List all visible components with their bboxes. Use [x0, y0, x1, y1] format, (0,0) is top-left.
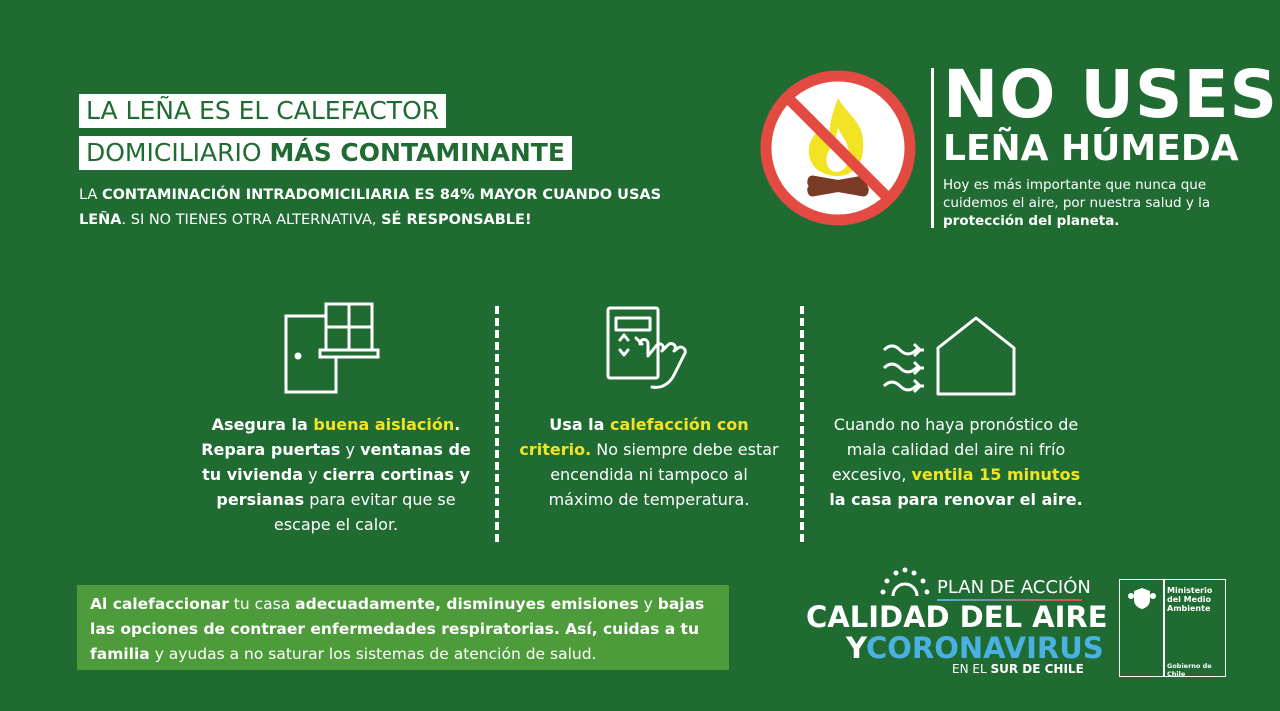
- text-segment: para evitar que se escape el calor.: [273, 490, 456, 534]
- text-segment: calefacción con criterio.: [519, 415, 749, 459]
- bottom-banner: [77, 585, 729, 670]
- tip-ventilation: [824, 412, 1088, 512]
- plan-title-line-2: YCORONAVIRUS: [846, 631, 1104, 665]
- ministry-logo: [1119, 579, 1226, 677]
- warning-headline: NO USES: [943, 56, 1279, 133]
- text-segment: Asegura la: [211, 415, 314, 434]
- plan-kicker: PLAN DE ACCIÓN: [937, 577, 1091, 598]
- tip-insulation: [196, 412, 476, 537]
- ministry-name: Ministerio del Medio Ambiente: [1167, 586, 1213, 613]
- warning-divider: [931, 68, 934, 228]
- text-segment: Usa la: [549, 415, 611, 434]
- text-segment: . Repara puertas: [201, 415, 461, 459]
- no-wet-wood-icon: [755, 68, 921, 228]
- text-segment: ventanas de tu vivienda: [202, 440, 471, 484]
- column-divider-2: [800, 306, 804, 542]
- tip-heating: [518, 412, 780, 512]
- house-ventilation-icon: [880, 314, 1020, 396]
- text-segment: buena aislación: [313, 415, 455, 434]
- chile-coat-of-arms-icon: [1126, 584, 1158, 612]
- coronavirus-emblem-icon: [875, 566, 935, 596]
- warning-text: Hoy es más importante que nunca que cuidemos el aire, por nuestra salud y la protección del planeta.: [943, 177, 1211, 229]
- text-segment: Cuando no haya pronóstico de mala calidad del aire ni frío excesivo,: [831, 415, 1079, 484]
- title-bold: MÁS CONTAMINANTE: [269, 138, 565, 167]
- warning-subheadline: LEÑA HÚMEDA: [943, 128, 1239, 169]
- page-title-line-1: LA LEÑA ES EL CALEFACTOR: [79, 94, 446, 128]
- ministry-gov: Gobierno de Chile: [1167, 662, 1212, 678]
- text-segment: cierra cortinas y persianas: [216, 465, 470, 509]
- thermostat-icon: [602, 304, 702, 396]
- text-segment: y: [340, 440, 361, 459]
- text-segment: ventila 15 minutos: [911, 465, 1081, 484]
- text-segment: y: [638, 595, 658, 613]
- title-normal: DOMICILIARIO: [86, 138, 262, 167]
- text-segment: adecuadamente, disminuyes emisiones: [295, 595, 639, 613]
- plan-title-line-1: CALIDAD DEL AIRE: [806, 600, 1108, 634]
- door-window-icon: [280, 298, 384, 398]
- page-title-line-2: [79, 136, 572, 170]
- text-segment: y: [303, 465, 323, 484]
- text-segment: la casa para renovar el aire.: [829, 490, 1083, 509]
- plan-footer: EN EL SUR DE CHILE: [952, 662, 1084, 676]
- text-segment: y ayudas a no saturar los sistemas de atención de salud.: [149, 645, 597, 663]
- text-segment: tu casa: [228, 595, 296, 613]
- logo-inner-divider: [1163, 580, 1165, 676]
- text-segment: Al calefaccionar: [90, 595, 229, 613]
- column-divider-1: [495, 306, 499, 542]
- text-segment: bajas las opciones de contraer enfermedades respiratorias. Así, cuidas a tu familia: [90, 595, 705, 663]
- text-segment: No siempre debe estar encendida ni tampoco al máximo de temperatura.: [548, 440, 779, 509]
- intro-text: LA CONTAMINACIÓN INTRADOMICILIARIA ES 84% MAYOR CUANDO USAS LEÑA. SI NO TIENES OTRA ALTERNATIVA, SÉ RESPONSABLE!: [79, 187, 662, 228]
